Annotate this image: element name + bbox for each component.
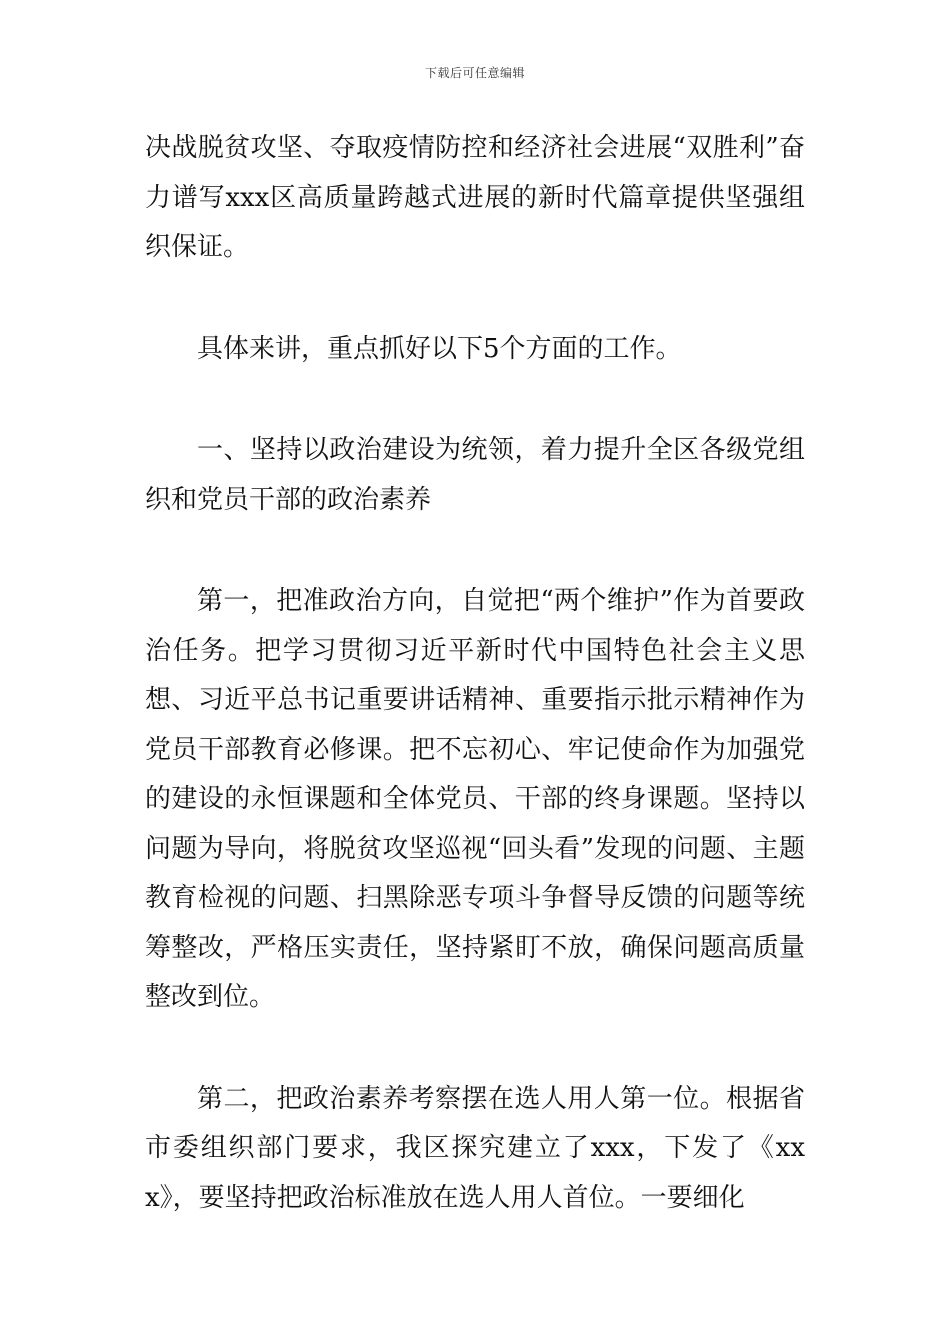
section-heading-1: 一、坚持以政治建设为统领，着力提升全区各级党组织和党员干部的政治素养 [145,435,805,515]
paragraph-second-point: 第二，把政治素养考察摆在选人用人第一位。根据省市委组织部门要求，我区探究建立了xxx，下发了《xxx》，要坚持把政治标准放在选人用人首位。一要细化 [145,1083,805,1213]
document-body [145,124,805,1223]
paragraph-continuation: 决战脱贫攻坚、夺取疫情防控和经济社会进展“双胜利”奋力谱写xxx区高质量跨越式进展的新时代篇章提供坚强组织保证。 [145,133,805,262]
page-header-note: 下载后可任意编辑 [424,66,525,80]
paragraph-first-point: 第一，把准政治方向，自觉把“两个维护”作为首要政治任务。把学习贯彻习近平新时代中国特色社会主义思想、习近平总书记重要讲话精神、重要指示批示精神作为党员干部教育必修课。把不忘初心、牢记使命作为加强党的建设的永恒课题和全体党员、干部的终身课题。坚持以问题为导向，将脱贫攻坚巡视“回头看”发现的问题、主题教育检视的问题、扫黑除恶专项斗争督导反馈的问题等统筹整改，严格压实责任，坚持紧盯不放，确保问题高质量整改到位。 [145,586,805,1012]
paragraph-summary: 具体来讲，重点抓好以下5个方面的工作。 [197,333,682,364]
